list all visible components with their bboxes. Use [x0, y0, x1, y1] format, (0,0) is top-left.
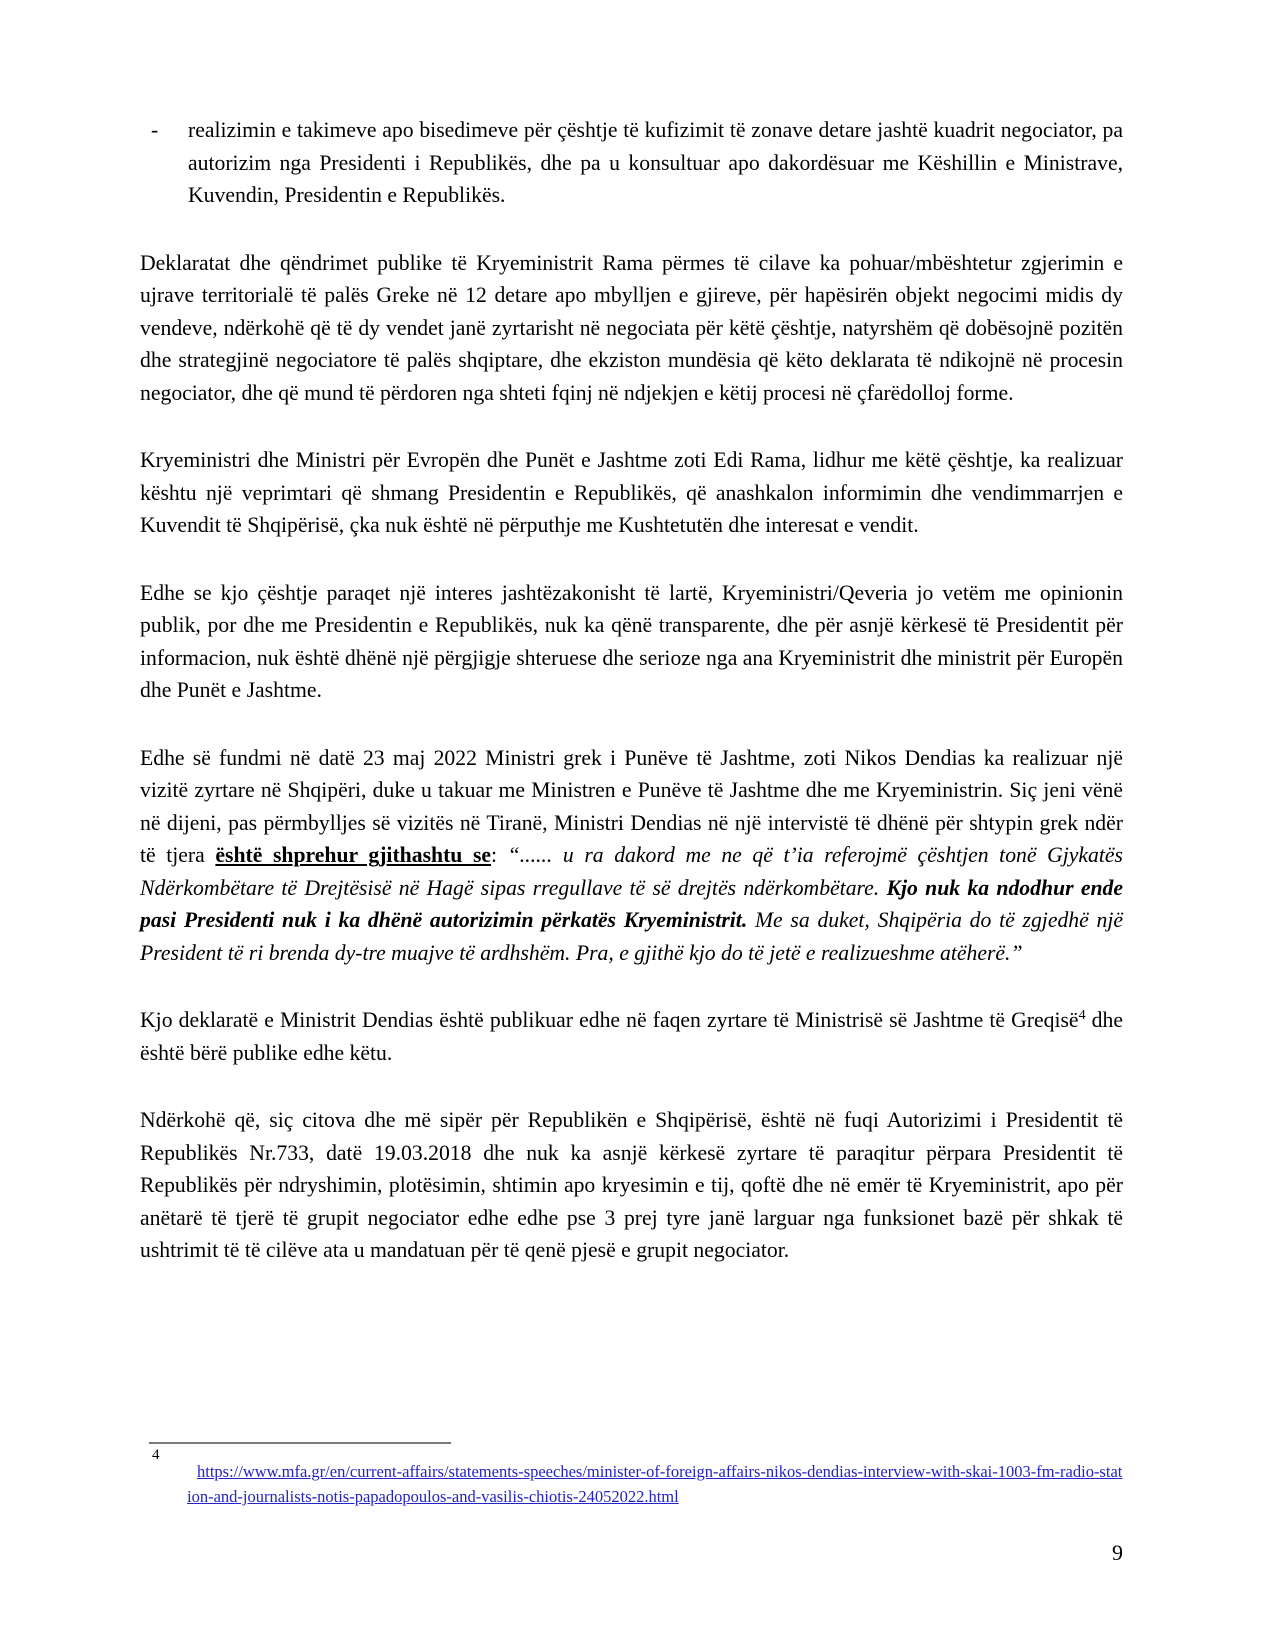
footnote: 4 https://www.mfa.gr/en/current-affairs/statements-speeches/minister-of-foreign-affairs-nikos-dendias-interview-with-skai-1003-fm-radio-station-and-journalists-notis-papadopoulos-and-vasilis-chiotis-24052022.html — [140, 1459, 1123, 1509]
footnote-area — [140, 1442, 1123, 1509]
footnote-link[interactable]: https://www.mfa.gr/en/current-affairs/statements-speeches/minister-of-foreign-affairs-nikos-dendias-interview-with-skai-1003-fm-radio-station-and-journalists-notis-papadopoulos-and-vasilis-chiotis-24052022.html — [187, 1462, 1123, 1506]
bullet-marker: - — [151, 118, 159, 142]
paragraph — [140, 114, 1123, 212]
text-run: është shprehur gjithashtu se — [215, 843, 492, 867]
paragraph — [140, 577, 1123, 707]
text-run: Edhe se kjo çështje paraqet një interes jashtëzakonisht të lartë, Kryeministri/Qeveria jo vetëm me opinionin publik, por dhe me Presidentin e Republikës, nuk ka qënë transparente, dhe për asnjë kërkesë të Presidentit për informacion, nuk është dhënë një përgjigje shteruese dhe serioze nga ana Kryeministrit dhe ministrit për Europën dhe Punët e Jashtme. — [140, 580, 1123, 702]
bullet-text — [188, 114, 1123, 212]
text-run: “...... u ra dakord me ne që t’ia referojmë çështjen tonë Gjykatës Ndërkombëtare të Drejtësisë në Hagë sipas rregullave të së drejtës ndërkombëtare. — [140, 843, 1123, 900]
paragraph — [140, 444, 1123, 542]
text-run: Edhe së fundmi në datë 23 maj 2022 Ministri grek i Punëve të Jashtme, zoti Nikos Dendias ka realizuar një vizitë zyrtare në Shqipëri, duke u takuar me Ministren e Punëve të Jashtme dhe me Kryeministrin. Siç jeni vënë në dijeni, pas përmbylljes së vizitës në Tiranë, Ministri Dendias në një intervistë të dhënë për shtypin grek ndër të tjera — [140, 745, 1123, 867]
document-body — [140, 114, 1123, 1302]
footnote-text — [187, 1459, 1123, 1509]
text-run: dhe është bërë publike edhe këtu. — [140, 1008, 1123, 1065]
paragraph — [140, 742, 1123, 970]
paragraph — [140, 1004, 1123, 1069]
text-run: Kjo deklaratë e Ministrit Dendias është publikuar edhe në faqen zyrtare të Ministrisë së Jashtme të Greqisë — [140, 1008, 1079, 1032]
text-run: Kryeministri dhe Ministri për Evropën dhe Punët e Jashtme zoti Edi Rama, lidhur me këtë çështje, ka realizuar kështu një veprimtari që shmang Presidentin e Republikës, që anashkalon informimin dhe vendimmarrjen e Kuvendit të Shqipërisë, çka nuk është në përputhje me Kushtetutën dhe interesat e vendit. — [140, 448, 1123, 537]
page-number: 9 — [1112, 1540, 1123, 1565]
paragraph — [140, 1104, 1123, 1267]
text-run: 4 — [1078, 1007, 1086, 1023]
text-run: Deklaratat dhe qëndrimet publike të Kryeministrit Rama përmes të cilave ka pohuar/mbështetur zgjerimin e ujrave territorialë të palës Greke në 12 detare apo mbylljen e gjireve, për hapësirën objekt negocimi midis dy vendeve, ndërkohë që të dy vendet janë zyrtarisht në negociata për këtë çështje, natyrshëm që dobësojnë pozitën dhe strategjinë negociatore të palës shqiptare, dhe ekziston mundësia që këto deklarata të ndikojnë në procesin negociator, dhe që mund të përdoren nga shteti fqinj në ndjekjen e këtij procesi në çfarëdolloj forme. — [140, 250, 1123, 405]
footnote-separator — [149, 1442, 451, 1444]
text-run: Ndërkohë që, siç citova dhe më sipër për Republikën e Shqipërisë, është në fuqi Autorizimi i Presidentit të Republikës Nr.733, datë 19.03.2018 dhe nuk ka asnjë kërkesë zyrtare të paraqitur përpara Presidentit të Republikës për ndryshimin, plotësimin, shtimin apo kryesimin e tij, qoftë dhe në emër të Kryeministrit, apo për anëtarë të tjerë të grupit negociator edhe edhe pse 3 prej tyre janë larguar nga funksionet bazë për shkak të ushtrimit të të cilëve ata u mandatuan për të qenë pjesë e grupit negociator. — [140, 1108, 1123, 1262]
text-run: realizimin e takimeve apo bisedimeve për çështje të kufizimit të zonave detare jashtë kuadrit negociator, pa autorizim nga Presidenti i Republikës, dhe pa u konsultuar apo dakordësuar me Këshillin e Ministrave, Kuvendin, Presidentin e Republikës. — [188, 118, 1123, 207]
text-run: Me sa duket, Shqipëria do të zgjedhë një President të ri brenda dy-tre muajve të ardhshëm. Pra, e gjithë kjo do të jetë e realizueshme atëherë.” — [140, 908, 1123, 965]
paragraph — [140, 247, 1123, 410]
text-run: Kjo nuk ka ndodhur ende pasi Presidenti nuk i ka dhënë autorizimin përkatës Kryeministrit. — [140, 875, 1123, 932]
text-run: : — [491, 843, 508, 867]
